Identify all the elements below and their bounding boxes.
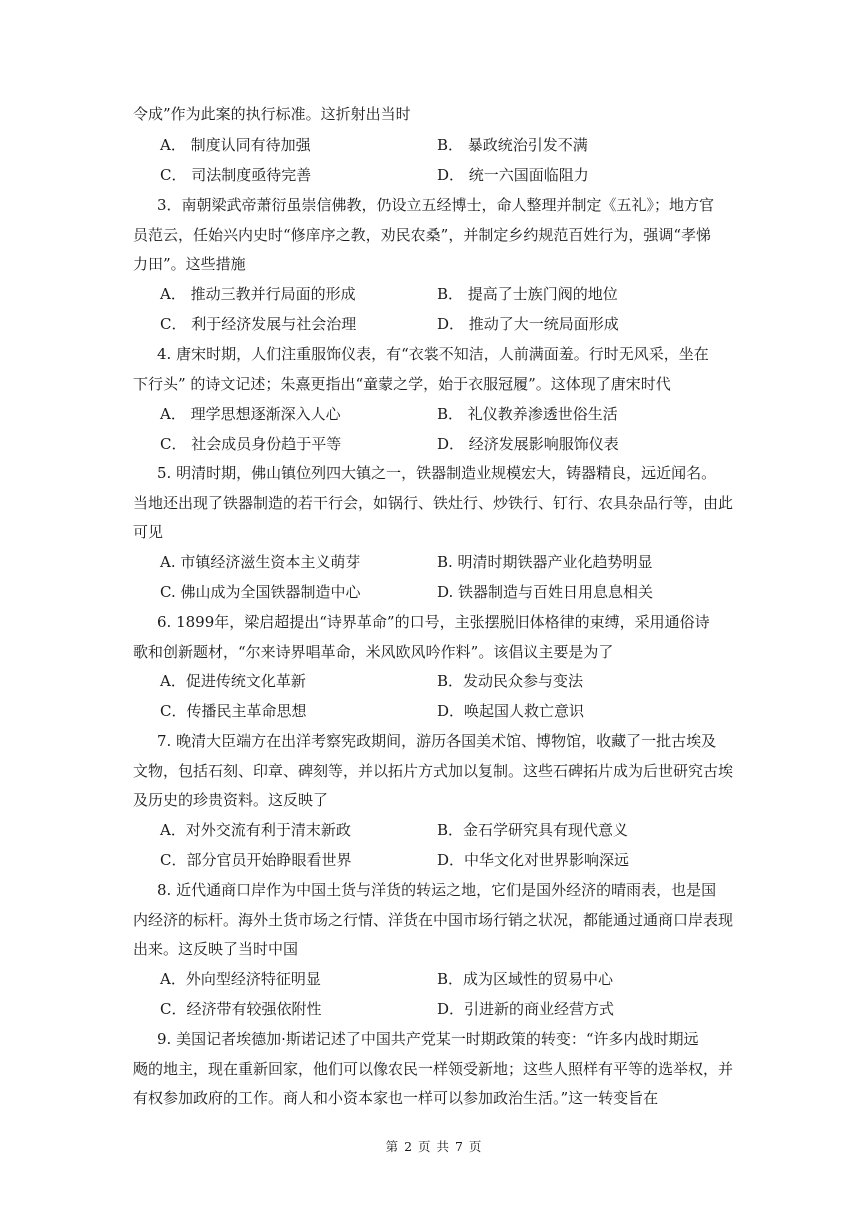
option-d: D．中华文化对世界影响深远 (437, 851, 630, 869)
question-5-stem: 5. 明清时期，佛山镇位列四大镇之一，铁器制造业规模宏大，铸器精良，远近闻名。 (157, 464, 717, 482)
question-3-stem: 3．南朝梁武帝萧衍虽崇信佛教，仍设立五经博士，命人整理并制定《五礼》；地方官 (157, 196, 715, 214)
option-c: C．部分官员开始睁眼看世界 (160, 851, 352, 869)
option-d: D．唤起国人救亡意识 (437, 702, 585, 720)
option-b: B．成为区域性的贸易中心 (437, 970, 614, 988)
question-9-stem: 9. 美国记者埃德加·斯诺记述了中国共产党某一时期政策的转变：“许多内战时期远 (157, 1030, 699, 1048)
question-7-stem: 7. 晚清大臣端方在出洋考察宪政期间，游历各国美术馆、博物馆，收藏了一批古埃及 (157, 732, 717, 750)
question-6-stem-line2: 歌和创新题材，“尔来诗界唱革命，米风欧风吟作料”。该倡议主要是为了 (133, 643, 614, 661)
option-a: A．对外交流有利于清末新政 (160, 821, 351, 839)
option-a: A． 制度认同有待加强 (160, 136, 311, 154)
question-9-stem-line2: 飏的地主，现在重新回家，他们可以像农民一样领受新地；这些人照样有平等的选举权，并 (133, 1060, 734, 1078)
question-3-stem-line3: 力田”。这些措施 (133, 255, 246, 273)
option-c: C． 司法制度亟待完善 (160, 166, 312, 184)
option-c: C．经济带有较强依附性 (160, 1000, 322, 1018)
option-d: D. 铁器制造与百姓日用息息相关 (437, 583, 654, 601)
question-3-stem-line2: 员范云，任始兴内史时“修庠序之教，劝民农桑”，并制定乡约规范百姓行为，强调“孝悌 (133, 226, 712, 244)
option-b: B．发动民众参与变法 (437, 672, 584, 690)
option-d: D． 统一六国面临阻力 (437, 166, 589, 184)
question-8-stem: 8. 近代通商口岸作为中国土货与洋货的转运之地，它们是国外经济的晴雨表，也是国 (157, 881, 717, 899)
option-d: D．引进新的商业经营方式 (437, 1000, 615, 1018)
question-2-stem-tail: 令成”作为此案的执行标准。这折射出当时 (133, 105, 411, 123)
question-7-stem-line3: 及历史的珍贵资料。这反映了 (133, 791, 329, 809)
option-b: B． 提高了士族门阀的地位 (437, 285, 618, 303)
question-6-stem: 6. 1899年，梁启超提出“诗界革命”的口号，主张摆脱旧体格律的束缚，采用通俗诗 (157, 613, 710, 631)
option-c: C． 利于经济发展与社会治理 (160, 315, 357, 333)
question-9-stem-line3: 有权参加政府的工作。商人和小资本家也一样可以参加政治生活。”这一转变旨在 (133, 1089, 659, 1107)
option-a: A．促进传统文化革新 (160, 672, 306, 690)
option-b: B． 礼仪教养渗透世俗生活 (437, 405, 618, 423)
option-a: A． 理学思想逐渐深入人心 (160, 405, 341, 423)
option-c: C． 社会成员身份趋于平等 (160, 435, 342, 453)
question-8-stem-line3: 出来。这反映了当时中国 (133, 940, 299, 958)
page-number-footer: 第 2 页 共 7 页 (385, 1139, 483, 1154)
question-4-stem-line2: 下行头” 的诗文记述；朱熹更指出“童蒙之学，始于衣服冠履”。这体现了唐宋时代 (133, 375, 671, 393)
option-c: C. 佛山成为全国铁器制造中心 (160, 583, 361, 601)
option-b: B． 暴政统治引发不满 (437, 136, 588, 154)
option-b: B. 明清时期铁器产业化趋势明显 (437, 553, 653, 571)
option-c: C．传播民主革命思想 (160, 702, 307, 720)
question-7-stem-line2: 文物，包括石刻、印章、碑刻等，并以拓片方式加以复制。这些石碑拓片成为后世研究古埃 (133, 762, 734, 780)
question-5-stem-line2: 当地还出现了铁器制造的若干行会，如锅行、铁灶行、炒铁行、钉行、农具杂品行等，由此 (133, 494, 734, 512)
option-a: A. 市镇经济滋生资本主义萌芽 (160, 553, 361, 571)
option-b: B．金石学研究具有现代意义 (437, 821, 629, 839)
question-4-stem: 4. 唐宋时期，人们注重服饰仪表，有“衣裳不知洁，人前满面羞。行时无风采，坐在 (157, 345, 709, 363)
option-a: A． 推动三教并行局面的形成 (160, 285, 356, 303)
option-d: D． 经济发展影响服饰仪表 (437, 435, 619, 453)
option-d: D． 推动了大一统局面形成 (437, 315, 619, 333)
question-8-stem-line2: 内经济的标杆。海外土货市场之行情、洋货在中国市场行销之状况，都能通过通商口岸表现 (133, 911, 734, 929)
option-a: A．外向型经济特征明显 (160, 970, 321, 988)
question-5-stem-line3: 可见 (133, 523, 164, 541)
